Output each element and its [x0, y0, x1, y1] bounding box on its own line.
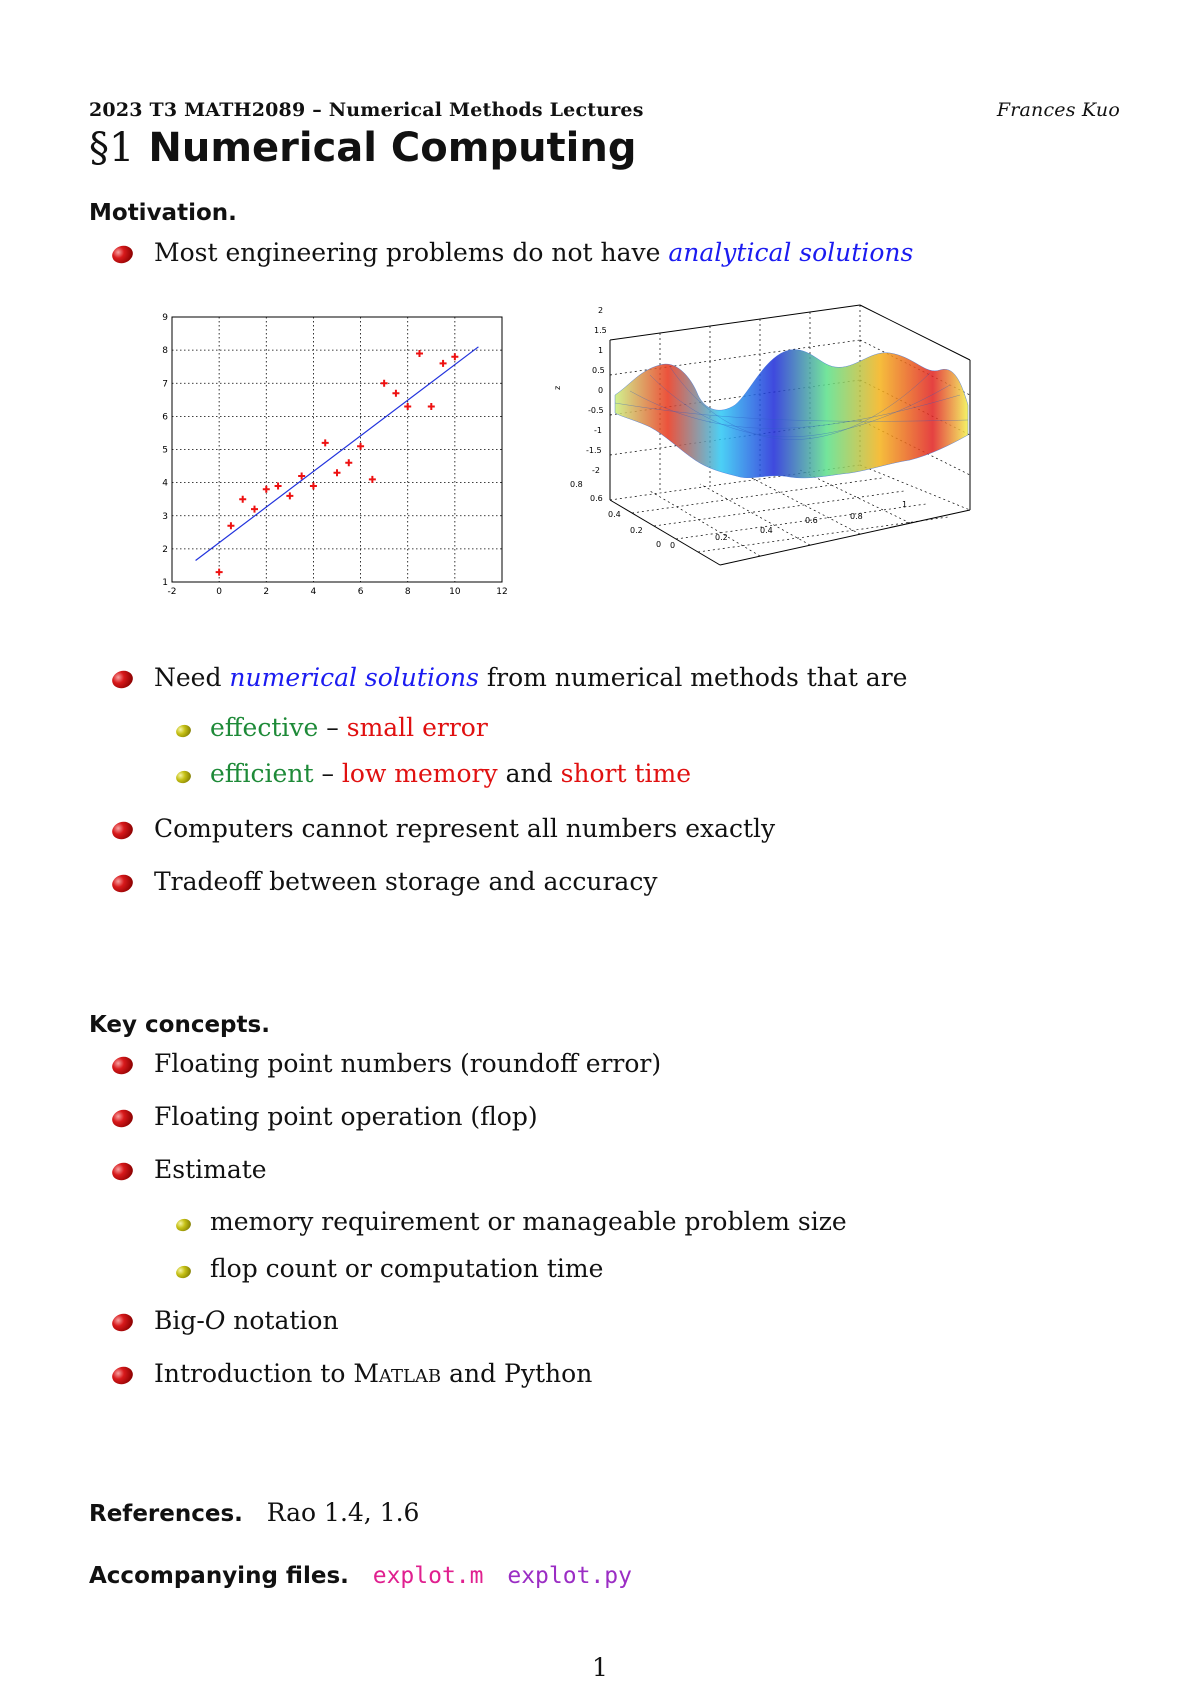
data-point: [286, 492, 293, 499]
data-point: [310, 482, 317, 489]
files-label: Accompanying files.: [89, 1563, 349, 1589]
and-word: and: [505, 759, 553, 788]
bullet-ball-icon: [110, 1054, 135, 1077]
fit-line: [196, 347, 479, 561]
y-tick-label: 1: [162, 578, 168, 588]
x-tick-label: 8: [404, 587, 411, 597]
y-tick-label: 2: [162, 544, 168, 555]
file-link-explot-m[interactable]: explot.m: [372, 1563, 484, 1589]
data-point: [369, 476, 376, 483]
svg-text:0.2: 0.2: [715, 533, 728, 542]
running-header: [89, 99, 1120, 121]
bullet-ball-icon: [110, 668, 135, 691]
files-line: [89, 1560, 632, 1589]
y-tick-label: 3: [162, 511, 168, 522]
y-tick-label: 4: [162, 478, 168, 489]
svg-text:0: 0: [598, 386, 604, 395]
y-tick-label: 8: [162, 346, 168, 357]
section-symbol: §1: [89, 125, 135, 171]
dash: –: [326, 713, 339, 742]
data-point: [404, 403, 411, 410]
y-tick-label: 6: [162, 412, 168, 423]
surface-plot: [553, 295, 990, 615]
svg-text:0.4: 0.4: [760, 526, 773, 535]
x-tick-label: 10: [449, 587, 461, 597]
data-point: [251, 506, 258, 513]
data-point: [440, 360, 447, 367]
kc-text: Big-: [154, 1306, 205, 1335]
bullet-ball-icon: [110, 872, 135, 895]
file-link-explot-py[interactable]: explot.py: [507, 1563, 632, 1589]
data-point: [357, 443, 364, 450]
small-error-word: small error: [346, 713, 488, 742]
svg-text:-1: -1: [594, 426, 602, 435]
kc-text: notation: [233, 1306, 339, 1335]
svg-text:-2: -2: [592, 466, 600, 475]
kc-text: Introduction to: [154, 1359, 346, 1388]
x-tick-label: 12: [496, 587, 508, 597]
analytical-solutions-emph: analytical solutions: [668, 238, 914, 267]
kc-sub-text: flop count or computation time: [210, 1254, 604, 1283]
bullet-text: Tradeoff between storage and accuracy: [154, 867, 658, 896]
data-point: [392, 390, 399, 397]
svg-text:0.5: 0.5: [592, 366, 605, 375]
svg-text:2: 2: [598, 306, 604, 315]
svg-text:-0.5: -0.5: [588, 406, 604, 415]
bullet-ball-icon: [110, 243, 135, 266]
kc-text: and Python: [449, 1359, 593, 1388]
svg-text:0.2: 0.2: [630, 526, 643, 535]
y-tick-label: 7: [162, 379, 168, 390]
svg-text:0.8: 0.8: [850, 512, 863, 521]
data-point: [345, 459, 352, 466]
svg-text:1: 1: [598, 346, 604, 355]
bullet-ball-icon: [110, 1160, 135, 1183]
svg-text:0.6: 0.6: [805, 516, 818, 525]
kc-text: Estimate: [154, 1155, 267, 1184]
data-point: [428, 403, 435, 410]
data-point: [275, 482, 282, 489]
x-tick-label: -2: [167, 587, 177, 597]
references-line: [89, 1498, 419, 1527]
x-tick-label: 4: [310, 587, 317, 597]
svg-text:1: 1: [902, 500, 908, 509]
page-number: 1: [592, 1653, 608, 1682]
data-point: [451, 353, 458, 360]
surface-ztick-labels: [586, 306, 607, 475]
data-point: [216, 569, 223, 576]
bullet-ball-icon: [110, 1311, 135, 1334]
data-point: [227, 522, 234, 529]
data-point: [263, 486, 270, 493]
kc-text: Floating point operation (flop): [154, 1102, 538, 1131]
scatter-plot: [160, 305, 515, 605]
svg-text:0.6: 0.6: [590, 494, 603, 503]
y-tick-label: 9: [162, 313, 168, 323]
svg-text:0: 0: [670, 541, 676, 550]
data-point: [239, 496, 246, 503]
sub-bullet-ball-icon: [175, 769, 193, 785]
surface-mesh: [615, 350, 968, 478]
svg-text:0.8: 0.8: [570, 480, 583, 489]
effective-word: effective: [210, 713, 319, 742]
svg-text:-1.5: -1.5: [586, 446, 602, 455]
x-tick-label: 2: [263, 587, 270, 597]
references-text: Rao 1.4, 1.6: [266, 1498, 420, 1527]
x-tick-label: 6: [357, 587, 364, 597]
bullet-text: from numerical methods that are: [486, 663, 908, 692]
data-point: [322, 439, 329, 446]
svg-text:0.4: 0.4: [608, 510, 621, 519]
references-label: References.: [89, 1501, 243, 1527]
y-tick-label: 5: [162, 445, 168, 456]
bullet-ball-icon: [110, 1107, 135, 1130]
data-point: [381, 380, 388, 387]
efficient-word: efficient: [210, 759, 314, 788]
motivation-heading: Motivation.: [89, 200, 237, 226]
data-point: [416, 350, 423, 357]
numerical-solutions-emph: numerical solutions: [229, 663, 479, 692]
x-tick-label: 0: [216, 587, 223, 597]
svg-text:1.5: 1.5: [594, 326, 607, 335]
sub-bullet-ball-icon: [175, 1217, 193, 1233]
course-title: 2023 T3 MATH2089 – Numerical Methods Lectures: [89, 99, 644, 121]
sub-bullet-ball-icon: [175, 723, 193, 739]
key-concepts-heading: Key concepts.: [89, 1012, 270, 1038]
big-o-symbol: O: [204, 1306, 226, 1335]
bullet-text: Most engineering problems do not have: [154, 238, 661, 267]
kc-sub-text: memory requirement or manageable problem size: [210, 1207, 847, 1236]
bullet-text: Computers cannot represent all numbers exactly: [154, 814, 776, 843]
low-memory-word: low memory: [341, 759, 498, 788]
author-name: Frances Kuo: [996, 99, 1120, 121]
title-text: Numerical Computing: [148, 125, 637, 171]
surface-zlabel: z: [553, 385, 562, 390]
svg-text:0: 0: [656, 540, 662, 549]
page-title: [89, 125, 637, 171]
data-point: [334, 469, 341, 476]
bullet-ball-icon: [110, 819, 135, 842]
matlab-word: Matlab: [353, 1359, 442, 1388]
dash: –: [321, 759, 334, 788]
sub-bullet-ball-icon: [175, 1264, 193, 1280]
surface-ytick-labels: [570, 480, 661, 549]
bullet-text: Need: [154, 663, 222, 692]
bullet-ball-icon: [110, 1364, 135, 1387]
kc-text: Floating point numbers (roundoff error): [154, 1049, 662, 1078]
short-time-word: short time: [560, 759, 692, 788]
